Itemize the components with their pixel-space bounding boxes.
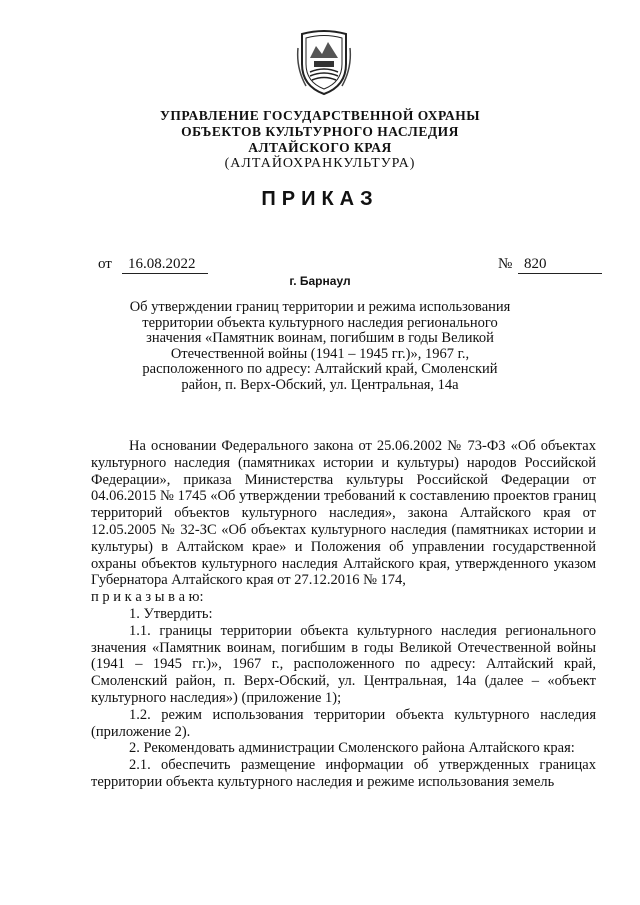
document-type-title: ПРИКАЗ — [261, 188, 379, 210]
date-label: от — [98, 256, 112, 272]
subject-line: район, п. Верх-Обский, ул. Центральная, 14а — [181, 376, 459, 393]
document-body — [91, 438, 596, 791]
coat-of-arms-emblem — [296, 28, 352, 96]
city-name: г. Барнаул — [289, 274, 351, 288]
body-paragraph-item-1-1: 1.1. границы территории объекта культурного наследия регионального значения «Памятник воинам, погибшим в годы Великой Отечественной войны (1941 – 1945 гг.)», 1967 г., расположенного по адресу: Алтайский край, Смоленский район, п. Верх-Обский, ул. Центральная, 14а (далее – «объект культурного наследия») (приложение 1); — [91, 622, 596, 706]
subject-line: расположенного по адресу: Алтайский край, Смоленский — [142, 361, 498, 377]
body-paragraph-order: п р и к а з ы в а ю: — [91, 589, 204, 606]
body-paragraph-item-1-2: 1.2. режим использования территории объекта культурного наследия (приложение 2). — [91, 706, 596, 740]
document-subject — [100, 300, 540, 393]
number-label: № — [498, 256, 513, 272]
document-number: 820 — [518, 256, 602, 274]
subject-line: территории объекта культурного наследия регионального — [142, 314, 498, 331]
org-name-line-2: ОБЪЕКТОВ КУЛЬТУРНОГО НАСЛЕДИЯ — [181, 124, 459, 139]
subject-line: Об утверждении границ территории и режима использования — [129, 299, 511, 315]
org-name-line-1: УПРАВЛЕНИЕ ГОСУДАРСТВЕННОЙ ОХРАНЫ — [160, 108, 480, 123]
subject-line: значения «Памятник воинам, погибшим в годы Великой — [146, 330, 494, 346]
document-date: 16.08.2022 — [122, 256, 208, 274]
body-paragraph-basis: На основании Федерального закона от 25.06.2002 № 73-ФЗ «Об объектах культурного наследия (памятниках истории и культуры) народов Российской Федерации», приказа Министерства культуры Российской Федерации от 04.06.2015 № 1745 «Об утверждении требований к составлению проектов границ территорий объектов культурного наследия», закона Алтайского края от 12.05.2005 № 32-ЗС «Об объектах культурного наследия (памятниках истории и культуры) в Алтайском крае» и Положения об управлении государственной охраны объектов культурного наследия Алтайского края, утвержденного указом Губернатора Алтайского края от 27.12.2016 № 174, — [91, 438, 596, 589]
subject-line: Отечественной войны (1941 – 1945 гг.)», 1967 г., — [170, 345, 470, 362]
org-short-name: (АЛТАЙОХРАНКУЛЬТУРА) — [224, 156, 416, 171]
org-name-line-3: АЛТАЙСКОГО КРАЯ — [248, 140, 392, 155]
body-paragraph-item-1: 1. Утвердить: — [129, 605, 213, 622]
body-paragraph-item-2-1: 2.1. обеспечить размещение информации об утвержденных границах территории объекта культурного наследия и режиме использования земель — [91, 757, 596, 790]
body-paragraph-item-2: 2. Рекомендовать администрации Смоленского района Алтайского края: — [129, 740, 575, 757]
